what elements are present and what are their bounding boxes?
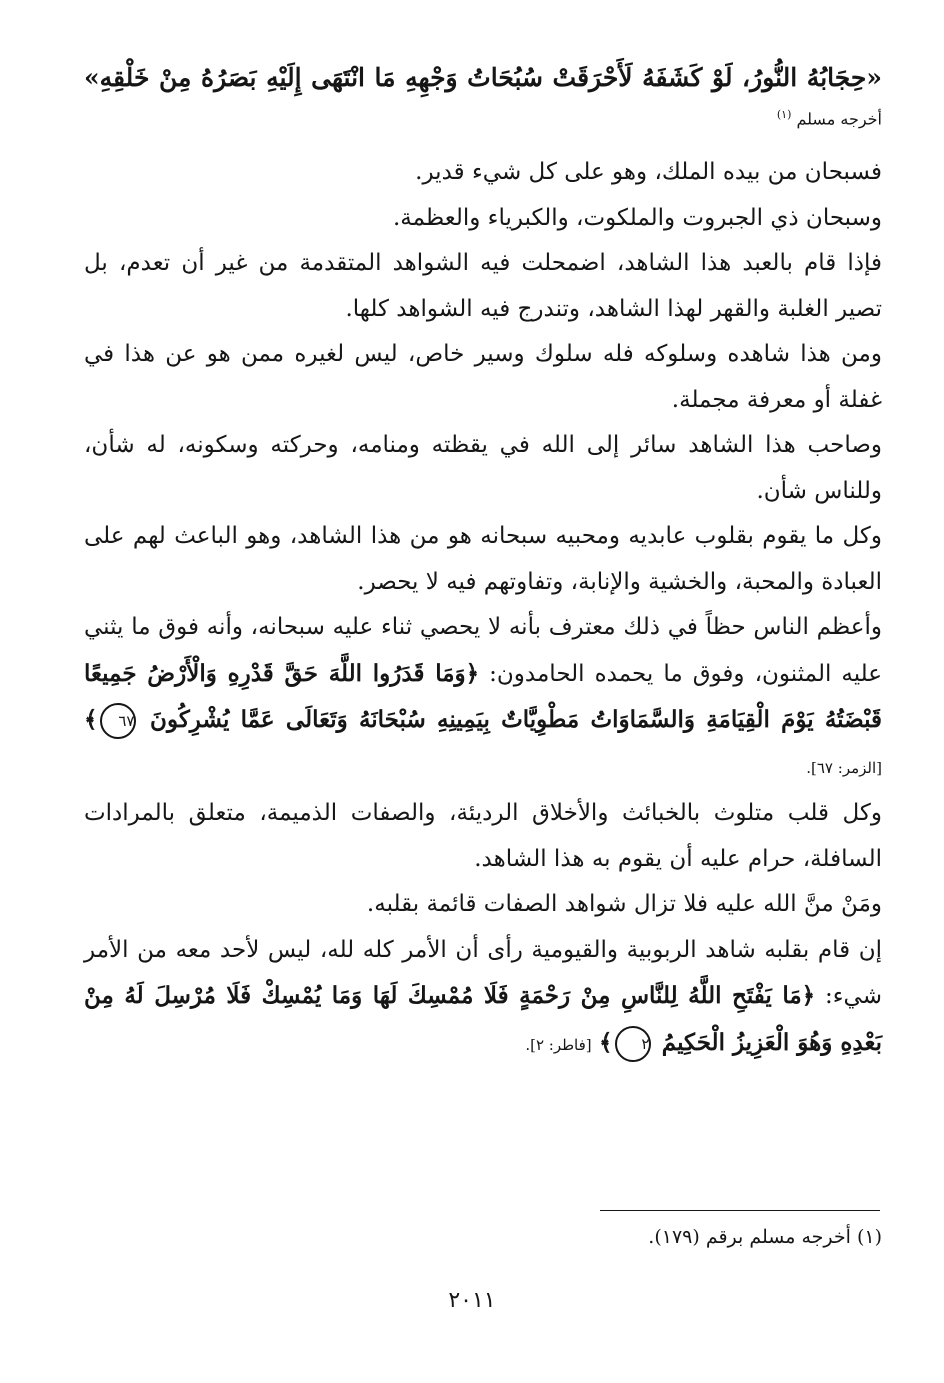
paragraph-10 [84, 928, 882, 1069]
verse-close-bracket: ﴾ [598, 1028, 613, 1056]
page-body [84, 56, 882, 1068]
quran-verse-zumar: ﴿وَمَا قَدَرُوا اللَّهَ حَقَّ قَدْرِهِ وَالْأَرْضُ جَمِيعًا قَبْضَتُهُ يَوْمَ الْقِيَامَةِ وَالسَّمَاوَاتُ مَطْوِيَّاتٌ بِيَمِينِهِ سُبْحَانَهُ وَتَعَالَى عَمَّا يُشْرِكُونَ [84, 659, 883, 734]
paragraph-8: وكل قلب متلوث بالخبائث والأخلاق الرديئة، والصفات الذميمة، متعلق بالمرادات السافلة، حرام عليه أن يقوم به هذا الشاهد. [84, 800, 882, 872]
footnote-divider [600, 1210, 880, 1211]
paragraph-7-intro: وأعظم الناس حظاً في ذلك معترف بأنه لا يحصي ثناء عليه سبحانه، وأنه فوق ما يثني عليه المثنون، وفوق ما يحمده الحامدون: [84, 614, 883, 687]
hadith-source [84, 104, 882, 130]
ayah-number-marker: ٢ [615, 1026, 651, 1062]
paragraph-10-intro: إن قام بقلبه شاهد الربوبية والقيومية رأى أن الأمر كله لله، ليس لأحد معه من الأمر شيء: [84, 936, 882, 1010]
verse-close-bracket: ﴾ [84, 706, 98, 734]
paragraph-4: ومن هذا شاهده وسلوكه فله سلوك وسير خاص، ليس لغيره ممن هو عن هذا في غفلة أو معرفة مجملة. [84, 341, 882, 413]
verse-reference: [الزمر: ٦٧]. [806, 758, 882, 777]
paragraph-6: وكل ما يقوم بقلوب عابديه ومحبيه سبحانه هو من هذا الشاهد، وهو الباعث لهم على العبادة والمحبة، والخشية والإنابة، وتفاوتهم فيه لا يحصر. [84, 523, 882, 595]
verse-reference: [فاطر: ٢]. [525, 1035, 592, 1054]
ayah-number-marker: ٦٧ [100, 703, 136, 739]
paragraph-3: فإذا قام بالعبد هذا الشاهد، اضمحلت فيه الشواهد المتقدمة من غير أن تعدم، بل تصير الغلبة والقهر لهذا الشاهد، وتندرج فيه الشواهد كلها. [84, 250, 882, 322]
paragraph-2: وسبحان ذي الجبروت والملكوت، والكبرياء والعظمة. [392, 204, 882, 231]
page-number: ٢٠١١ [448, 1288, 496, 1313]
footnote: (١) أخرجه مسلم برقم (١٧٩). [648, 1226, 882, 1248]
paragraph-9: ومَنْ منَّ الله عليه فلا تزال شواهد الصفات قائمة بقلبه. [366, 891, 882, 918]
hadith-quote: «حِجَابُهُ النُّورُ، لَوْ كَشَفَهُ لَأَحْرَقَتْ سُبُحَاتُ وَجْهِهِ مَا انْتَهَى إِلَيْهِ بَصَرُهُ مِنْ خَلْقِهِ» [84, 63, 882, 92]
paragraph-5: وصاحب هذا الشاهد سائر إلى الله في يقظته ومنامه، وحركته وسكونه، له شأن، وللناس شأن. [84, 432, 882, 504]
paragraph-7 [84, 605, 882, 791]
hadith-source-label: أخرجه مسلم [796, 109, 882, 129]
quran-verse-fatir: ﴿مَا يَفْتَحِ اللَّهُ لِلنَّاسِ مِنْ رَحْمَةٍ فَلَا مُمْسِكَ لَهَا وَمَا يُمْسِكْ فَلَا مُرْسِلَ لَهُ مِنْ بَعْدِهِ وَهُوَ الْعَزِيزُ الْحَكِيمُ [84, 982, 882, 1056]
paragraph-1: فسبحان من بيده الملك، وهو على كل شيء قدير. [415, 159, 882, 186]
footnote-marker[interactable]: (١) [776, 108, 792, 121]
